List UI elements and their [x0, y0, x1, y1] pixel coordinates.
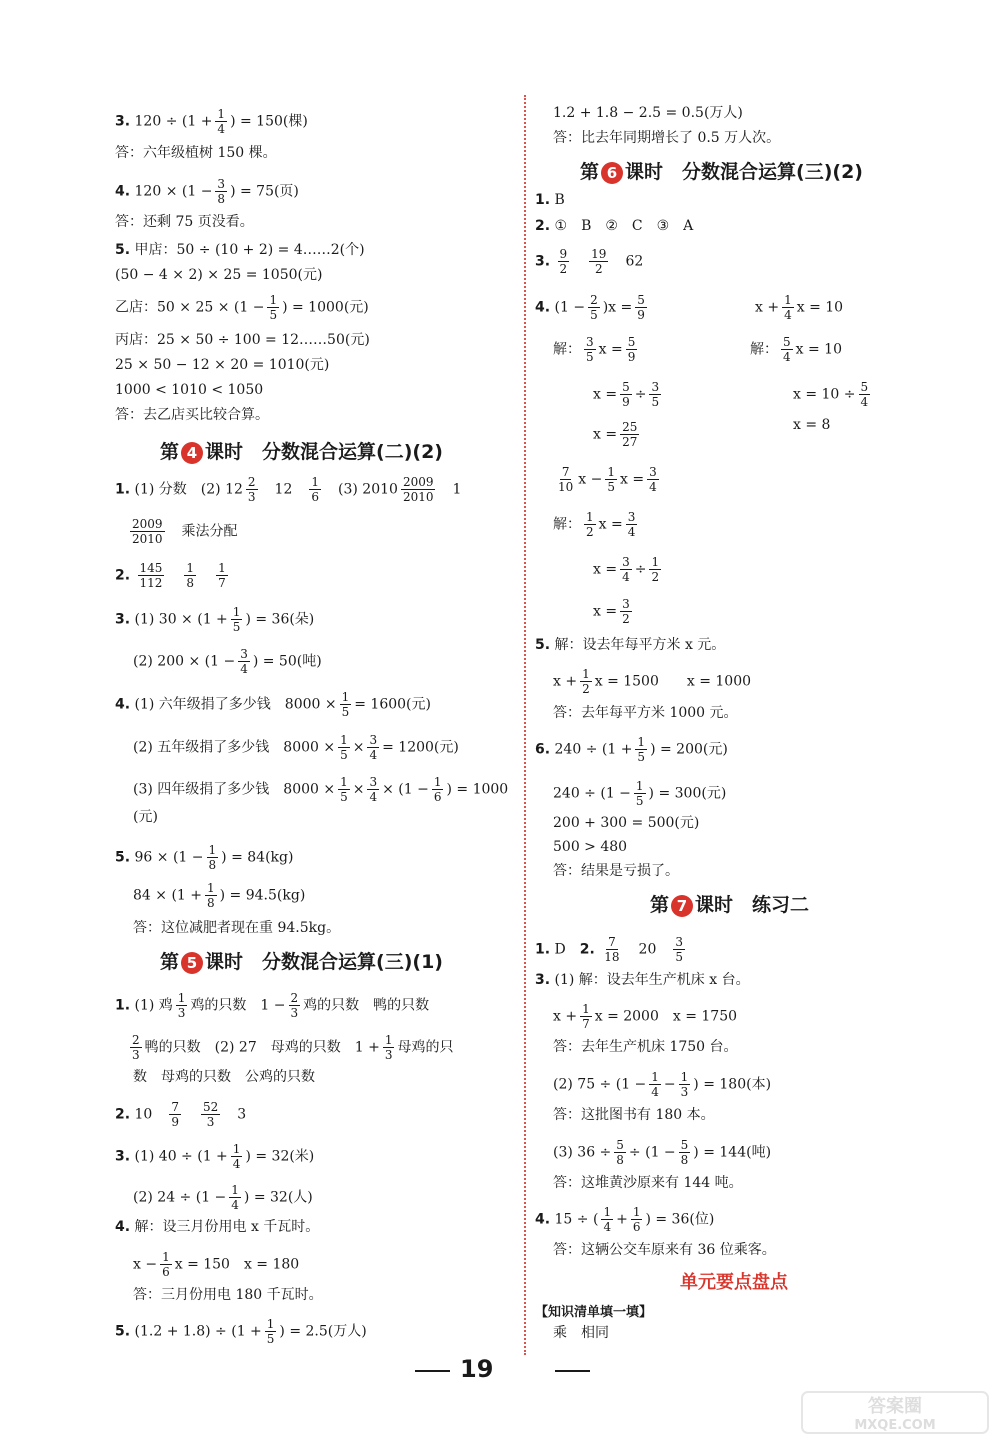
- q-4c: (3) 四年级捐了多少钱 8000 × $\frac{1}{5}$ × $\frac{3}{4}$ × (1 − $\frac{1}{6}$ ) = 1000: [133, 775, 509, 804]
- s-4c: 解： $\frac{3}{5}$ x = $\frac{5}{9}$: [553, 335, 636, 364]
- r-3b: (2) 24 ÷ (1 − $\frac{1}{4}$ ) = 32(人): [133, 1183, 313, 1212]
- watermark-logo: [800, 1390, 990, 1435]
- answer-text: 答：去年每平方米 1000 元。: [553, 705, 738, 721]
- answer-text: 答：六年级植树 150 棵。: [115, 145, 277, 161]
- q-3b: (2) 200 × (1 − $\frac{3}{4}$ ) = 50(吨): [133, 647, 322, 676]
- q-4b: (2) 五年级捐了多少钱 8000 × $\frac{1}{5}$ × $\frac{3}{4}$ = 1200(元): [133, 733, 459, 762]
- q-1: 1. (1) 分数 (2) 12 $\frac{2}{3}$ 12 $\frac{1}{6}$ (3) 2010 $\frac{2009}{2010}$ 1: [115, 475, 462, 504]
- answer-text: 答：这辆公交车原来有 36 位乘客。: [553, 1242, 776, 1258]
- lesson-number-badge: 4: [181, 442, 203, 464]
- t-3b: x + $\frac{1}{7}$ x = 2000 x = 1750: [553, 1002, 738, 1031]
- lesson-5-heading: 第 5 课时 分数混合运算(三)(1): [160, 951, 443, 973]
- watermark-line1: 答案圈: [868, 1396, 922, 1417]
- page-number-dash-right: [555, 1370, 590, 1372]
- lesson-7-heading: 第 7 课时 练习二: [650, 894, 810, 916]
- ans-4: 4. 120 × (1 − $\frac{3}{8}$ ) = 75(页): [115, 177, 299, 206]
- s-4e: x = $\frac{5}{9}$ ÷ $\frac{3}{5}$: [593, 380, 660, 409]
- answer-text: 答：去乙店买比较合算。: [115, 407, 269, 423]
- answer-text: 答：比去年同期增长了 0.5 万人次。: [553, 130, 781, 146]
- s-4g: x = $\frac{25}{27}$: [593, 420, 638, 449]
- s-6b: 240 ÷ (1 − $\frac{1}{5}$ ) = 300(元): [553, 779, 727, 808]
- s-4b: x + $\frac{1}{4}$ x = 10: [755, 293, 844, 322]
- s-4i: $\frac{7}{10}$ x − $\frac{1}{5}$ x = $\frac{3}{4}$: [558, 465, 657, 494]
- q-1-cont: $\frac{2009}{2010}$ 乘法分配: [132, 517, 238, 546]
- lesson-4-heading: 第 4 课时 分数混合运算(二)(2): [160, 441, 443, 463]
- lesson-number-badge: 6: [601, 162, 623, 184]
- calc-line: 1.2 + 1.8 − 2.5 = 0.5(万人): [553, 105, 743, 121]
- r-1c: 数 母鸡的只数 公鸡的只数: [133, 1069, 315, 1085]
- s-4j: 解： $\frac{1}{2}$ x = $\frac{3}{4}$: [553, 510, 636, 539]
- r-1b: $\frac{2}{3}$ 鸭的只数 (2) 27 母鸡的只数 1 + $\frac{1}{3}$ 母鸡的只: [132, 1033, 454, 1062]
- s-3: 3. $\frac{9}{2}$ $\frac{19}{2}$ 62: [535, 247, 644, 276]
- r-4: 4. 解：设三月份用电 x 千瓦时。: [115, 1219, 320, 1235]
- calc-line: 丙店：25 × 50 ÷ 100 = 12……50(元): [115, 332, 370, 348]
- q-3a: 3. (1) 30 × (1 + $\frac{1}{5}$ ) = 36(朵): [115, 605, 315, 634]
- t-4: 4. 15 ÷ ( $\frac{1}{4}$ + $\frac{1}{6}$ ) = 36(位): [535, 1205, 715, 1234]
- page-number-dash-left: [415, 1370, 450, 1372]
- q-5b: 84 × (1 + $\frac{1}{8}$ ) = 94.5(kg): [133, 881, 306, 910]
- answer-text: 答：这堆黄沙原来有 144 吨。: [553, 1175, 743, 1191]
- t-3d: (3) 36 ÷ $\frac{5}{8}$ ÷ (1 − $\frac{5}{8}$ ) = 144(吨): [553, 1138, 772, 1167]
- s-5: 5. 解：设去年每平方米 x 元。: [535, 637, 726, 653]
- q-2: 2. $\frac{145}{112}$ $\frac{1}{8}$ $\frac{1}{7}$: [115, 561, 226, 590]
- calc-line: 1000 < 1010 < 1050: [115, 382, 264, 398]
- knowledge-box-label: 【知识清单填一填】: [535, 1305, 653, 1320]
- watermark-line2: MXQE.COM: [854, 1418, 936, 1433]
- answer-text: 答：三月份用电 180 千瓦时。: [133, 1287, 323, 1303]
- r-1a: 1. (1) 鸡 $\frac{1}{3}$ 鸡的只数 1 − $\frac{2}{3}$ 鸡的只数 鸭的只数: [115, 991, 430, 1020]
- s-4d: 解： $\frac{5}{4}$ x = 10: [750, 335, 842, 364]
- watermark-graphic: [800, 1390, 990, 1435]
- r-3a: 3. (1) 40 ÷ (1 + $\frac{1}{4}$ ) = 32(米): [115, 1142, 315, 1171]
- ans-3: 3. 120 ÷ (1 + $\frac{1}{4}$ ) = 150(棵): [115, 107, 308, 136]
- lesson-6-heading: 第 6 课时 分数混合运算(三)(2): [580, 161, 863, 183]
- answer-text: 答：这位减肥者现在重 94.5kg。: [133, 920, 341, 936]
- r-2: 2. 10 $\frac{7}{9}$ $\frac{52}{3}$ 3: [115, 1100, 247, 1129]
- s-4l: x = $\frac{3}{2}$: [593, 597, 630, 626]
- s-4k: x = $\frac{3}{4}$ ÷ $\frac{1}{2}$: [593, 555, 660, 584]
- answer-text: 答：还剩 75 页没看。: [115, 214, 254, 230]
- calc-line: 500 > 480: [553, 839, 628, 855]
- q-4a: 4. (1) 六年级捐了多少钱 8000 × $\frac{1}{5}$ = 1600(元): [115, 690, 431, 719]
- calc-line: 200 + 300 = 500(元): [553, 815, 700, 831]
- s-1: 1. B: [535, 192, 565, 208]
- s-2: 2. ① B ② C ③ A: [535, 218, 694, 234]
- calc-line: 25 × 50 − 12 × 20 = 1010(元): [115, 357, 330, 373]
- ans-5: 5. 甲店：50 ÷ (10 + 2) = 4……2(个): [115, 242, 365, 258]
- page-number: 19: [460, 1355, 494, 1383]
- unit-summary-title: 单元要点盘点: [680, 1272, 788, 1293]
- s-5b: x + $\frac{1}{2}$ x = 1500 x = 1000: [553, 667, 752, 696]
- column-divider: [524, 95, 526, 1355]
- lesson-number-badge: 7: [671, 895, 693, 917]
- knowledge-answer: 乘 相同: [553, 1325, 609, 1341]
- answer-text: 答：去年生产机床 1750 台。: [553, 1039, 738, 1055]
- q-5a: 5. 96 × (1 − $\frac{1}{8}$ ) = 84(kg): [115, 843, 294, 872]
- calc-line: (50 − 4 × 2) × 25 = 1050(元): [115, 267, 323, 283]
- unit-text: (元): [133, 809, 158, 825]
- t-1: 1. D 2. $\frac{7}{18}$ 20 $\frac{3}{5}$: [535, 935, 684, 964]
- s-4f: x = 10 ÷ $\frac{5}{4}$: [793, 380, 869, 409]
- lesson-number-badge: 5: [181, 952, 203, 974]
- r-5: 5. (1.2 + 1.8) ÷ (1 + $\frac{1}{5}$ ) = 2.5(万人): [115, 1317, 367, 1346]
- t-3a: 3. (1) 解：设去年生产机床 x 台。: [535, 972, 750, 988]
- answer-text: 答：这批图书有 180 本。: [553, 1107, 715, 1123]
- r-4b: x − $\frac{1}{6}$ x = 150 x = 180: [133, 1250, 300, 1279]
- s-6a: 6. 240 ÷ (1 + $\frac{1}{5}$ ) = 200(元): [535, 735, 728, 764]
- calc-line: 乙店：50 × 25 × (1 − $\frac{1}{5}$ ) = 1000(元): [115, 293, 369, 322]
- t-3c: (2) 75 ÷ (1 − $\frac{1}{4}$ − $\frac{1}{3}$ ) = 180(本): [553, 1070, 772, 1099]
- s-4h: x = 8: [793, 417, 831, 433]
- answer-text: 答：结果是亏损了。: [553, 863, 679, 879]
- s-4a: 4. (1 − $\frac{2}{5}$ )x = $\frac{5}{9}$: [535, 293, 645, 322]
